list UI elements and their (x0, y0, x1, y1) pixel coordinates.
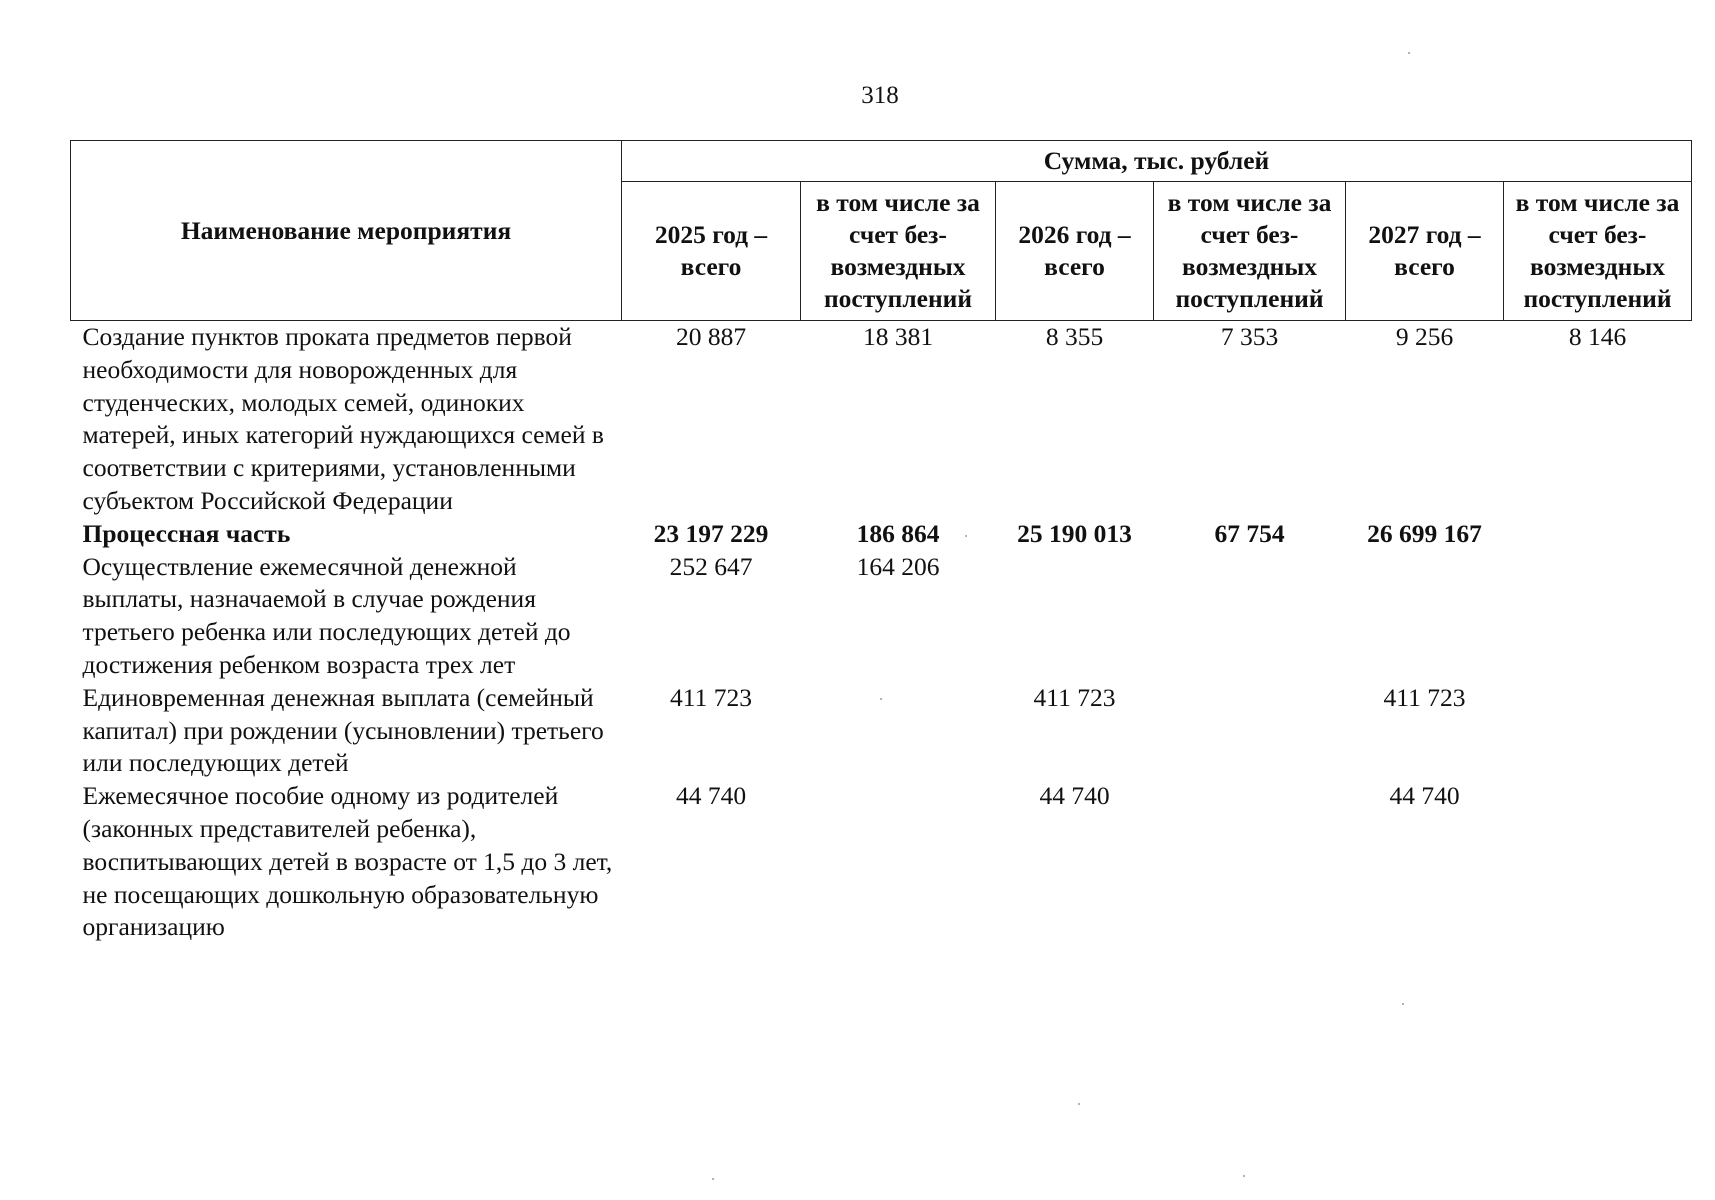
scan-speck (712, 1178, 714, 1180)
scan-speck (1078, 1103, 1080, 1105)
row-name-cell: Ежемесячное пособие одному из родителей (законных представителей ребенка), воспитывающих детей в возрасте от 1,5 до 3 лет, не посещающих дошкольную образовательную организацию (82, 781, 613, 942)
cell-2027-total: 44 740 (1389, 781, 1460, 811)
cell-2027-total: 9 256 (1395, 322, 1454, 351)
table-row (71, 682, 1692, 780)
cell-2027-gratuitous: 8 146 (1568, 322, 1627, 351)
cell-2026-gratuitous (1154, 682, 1346, 780)
cell-2026-gratuitous (1154, 780, 1346, 944)
cell-2026-gratuitous (1154, 551, 1346, 682)
cell-2027-gratuitous (1504, 780, 1692, 944)
page-number: 318 (861, 82, 899, 109)
column-header-2026-total: 2026 год – всего (996, 182, 1154, 321)
cell-2025-gratuitous (801, 780, 996, 944)
cell-2027-gratuitous (1504, 682, 1692, 780)
cell-2026-total: 8 355 (1045, 322, 1104, 351)
cell-2026-total: 44 740 (1039, 781, 1110, 811)
table-body (71, 321, 1692, 945)
cell-2026-gratuitous: 67 754 (1214, 518, 1285, 548)
cell-2026-total: 25 190 013 (1017, 518, 1132, 548)
cell-2025-gratuitous: 164 206 (856, 551, 940, 581)
cell-2025-gratuitous (801, 682, 996, 780)
cell-2027-total: 411 723 (1383, 682, 1466, 712)
cell-2026-gratuitous: 7 353 (1220, 322, 1279, 351)
cell-2025-total: 252 647 (669, 551, 753, 581)
row-name-cell: Создание пунктов проката предметов первой необходимости для новорожденных для студенческих, молодых семей, одиноких матерей, иных категорий нуждающихся семей в соответствии с критериями, установленными субъектом Российской Федерации (82, 322, 604, 515)
column-header-2027-total: 2027 год – всего (1346, 182, 1504, 321)
column-header-2026-gratuitous: в том числе за счет без-возмездных поступлений (1154, 182, 1346, 321)
cell-2025-total: 23 197 229 (653, 518, 769, 548)
cell-2025-total: 411 723 (670, 682, 752, 712)
table-row (71, 321, 1692, 518)
budget-table (70, 140, 1692, 944)
column-header-name: Наименование мероприятия (71, 141, 622, 321)
row-name-cell: Процессная часть (82, 518, 291, 548)
cell-2026-total: 411 723 (1033, 682, 1116, 712)
scan-speck (1243, 1175, 1245, 1177)
column-header-2025-total: 2025 год – всего (622, 182, 801, 321)
scan-speck (880, 698, 882, 700)
table-row (71, 780, 1692, 944)
scan-speck (965, 535, 967, 537)
column-group-header-sum: Сумма, тыс. рублей (622, 141, 1692, 182)
cell-2025-total: 20 887 (675, 322, 747, 351)
cell-2026-total (996, 551, 1154, 682)
table-row-subtotal (71, 518, 1692, 551)
column-header-2027-gratuitous: в том числе за счет без-возмездных поступлений (1504, 182, 1692, 321)
cell-2025-gratuitous: 186 864 (856, 518, 940, 548)
cell-2025-gratuitous: 18 381 (862, 322, 934, 351)
scan-speck (1408, 52, 1410, 54)
row-name-cell: Единовременная денежная выплата (семейный капитал) при рождении (усыновлении) третьего или последующих детей (82, 682, 604, 778)
scan-speck (1402, 1003, 1404, 1005)
cell-2027-gratuitous (1504, 518, 1692, 551)
row-name-cell: Осуществление ежемесячной денежной выплаты, назначаемой в случае рождения третьего ребенка или последующих детей до достижения ребенком возраста трех лет (82, 551, 571, 679)
cell-2027-total: 26 699 167 (1367, 518, 1482, 548)
cell-2027-total (1346, 551, 1504, 682)
table-header (71, 141, 1692, 321)
cell-2027-gratuitous (1504, 551, 1692, 682)
cell-2025-total: 44 740 (675, 781, 747, 811)
table-row (71, 551, 1692, 682)
column-header-2025-gratuitous: в том числе за счет без-возмездных поступлений (801, 182, 996, 321)
